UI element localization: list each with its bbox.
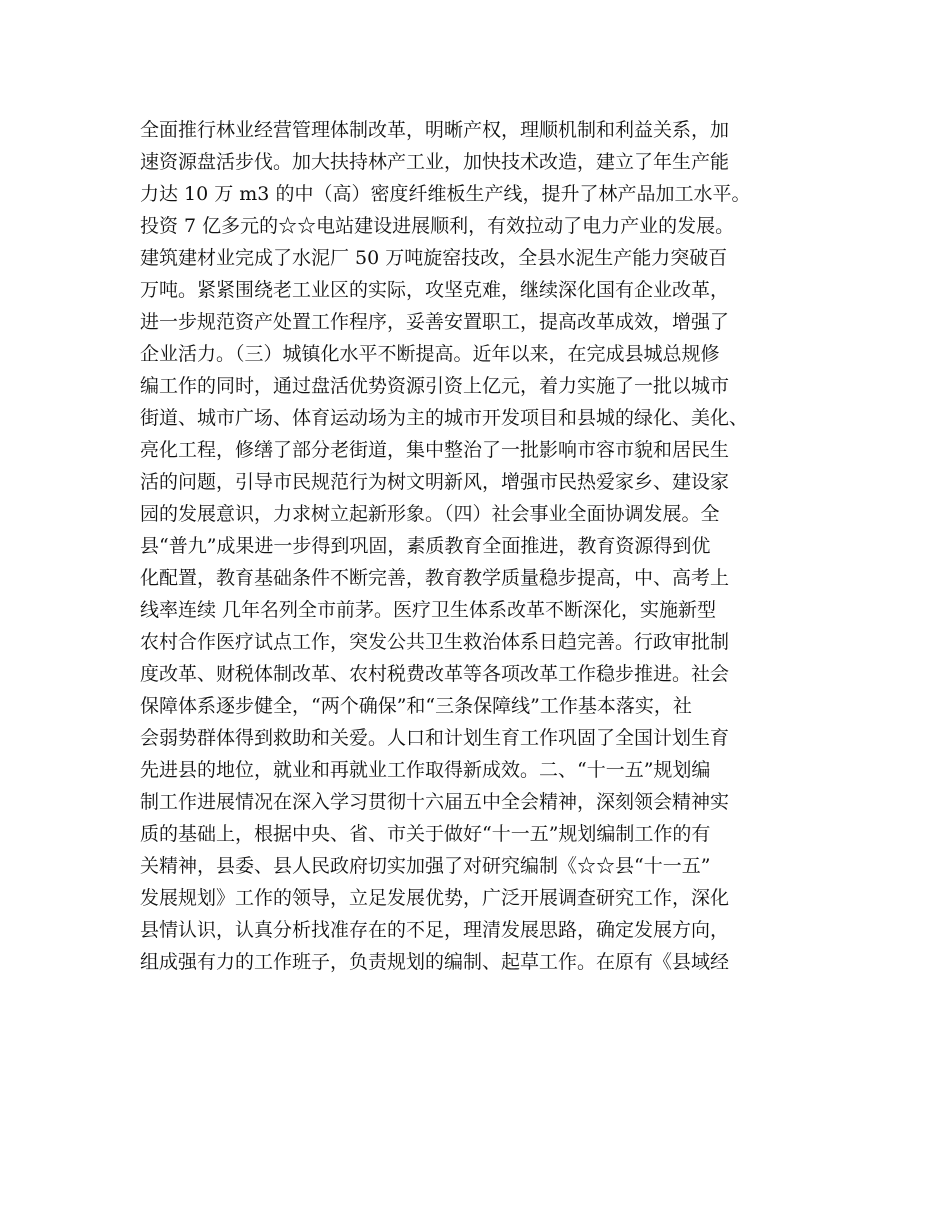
text-line: 进一步规范资产处置工作程序，妥善安置职工，提高改革成效，增强了 [140, 311, 730, 333]
text-line: 发展规划》工作的领导，立足发展优势，广泛开展调查研究工作，深化 [140, 887, 730, 909]
text-line: 活的问题，引导市民规范行为树文明新风，增强市民热爱家乡、建设家 [140, 471, 730, 493]
text-line: 保障体系逐步健全，“两个确保”和“三条保障线”工作基本落实，社 [140, 695, 692, 717]
text-line: 全面推行林业经营管理体制改革，明晰产权，理顺机制和利益关系，加 [140, 119, 730, 141]
text-line: 线率连续 几年名列全市前茅。医疗卫生体系改革不断深化，实施新型 [140, 599, 717, 621]
text-line: 编工作的同时，通过盘活优势资源引资上亿元，着力实施了一批以城市 [140, 375, 730, 397]
text-line: 力达 10 万 m3 的中（高）密度纤维板生产线，提升了林产品加工水平。 [140, 183, 751, 205]
text-line: 亮化工程，修缮了部分老街道，集中整治了一批影响市容市貌和居民生 [140, 439, 730, 461]
text-line: 县“普九”成果进一步得到巩固，素质教育全面推进，教育资源得到优 [140, 535, 711, 557]
text-line: 投资 7 亿多元的☆☆电站建设进展顺利，有效拉动了电力产业的发展。 [140, 215, 735, 237]
text-line: 企业活力。（三）城镇化水平不断提高。近年以来，在完成县城总规修 [140, 343, 720, 365]
text-line: 园的发展意识，力求树立起新形象。（四）社会事业全面协调发展。全 [140, 503, 720, 525]
text-line: 建筑建材业完成了水泥厂 50 万吨旋窑技改，全县水泥生产能力突破百 [140, 247, 728, 269]
text-line: 制工作进展情况在深入学习贯彻十六届五中全会精神，深刻领会精神实 [140, 791, 730, 813]
body-text [140, 114, 840, 978]
text-line: 农村合作医疗试点工作，突发公共卫生救治体系日趋完善。行政审批制 [140, 631, 730, 653]
text-line: 万吨。紧紧围绕老工业区的实际，攻坚克难，继续深化国有企业改革， [140, 279, 730, 301]
text-line: 街道、城市广场、体育运动场为主的城市开发项目和县城的绿化、美化、 [140, 407, 749, 429]
text-line: 会弱势群体得到救助和关爱。人口和计划生育工作巩固了全国计划生育 [140, 727, 730, 749]
text-line: 县情认识，认真分析找准存在的不足，理清发展思路，确定发展方向， [140, 919, 730, 941]
text-line: 关精神，县委、县人民政府切实加强了对研究编制《☆☆县“十一五” [140, 855, 711, 877]
text-line: 质的基础上，根据中央、省、市关于做好“十一五”规划编制工作的有 [140, 823, 711, 845]
text-line: 速资源盘活步伐。加大扶持林产工业，加快技术改造，建立了年生产能 [140, 151, 730, 173]
text-line: 组成强有力的工作班子，负责规划的编制、起草工作。在原有《县域经 [140, 951, 730, 973]
text-line: 先进县的地位，就业和再就业工作取得新成效。二、“十一五”规划编 [140, 759, 711, 781]
text-line: 度改革、财税体制改革、农村税费改革等各项改革工作稳步推进。社会 [140, 663, 730, 685]
text-line: 化配置，教育基础条件不断完善，教育教学质量稳步提高，中、高考上 [140, 567, 730, 589]
